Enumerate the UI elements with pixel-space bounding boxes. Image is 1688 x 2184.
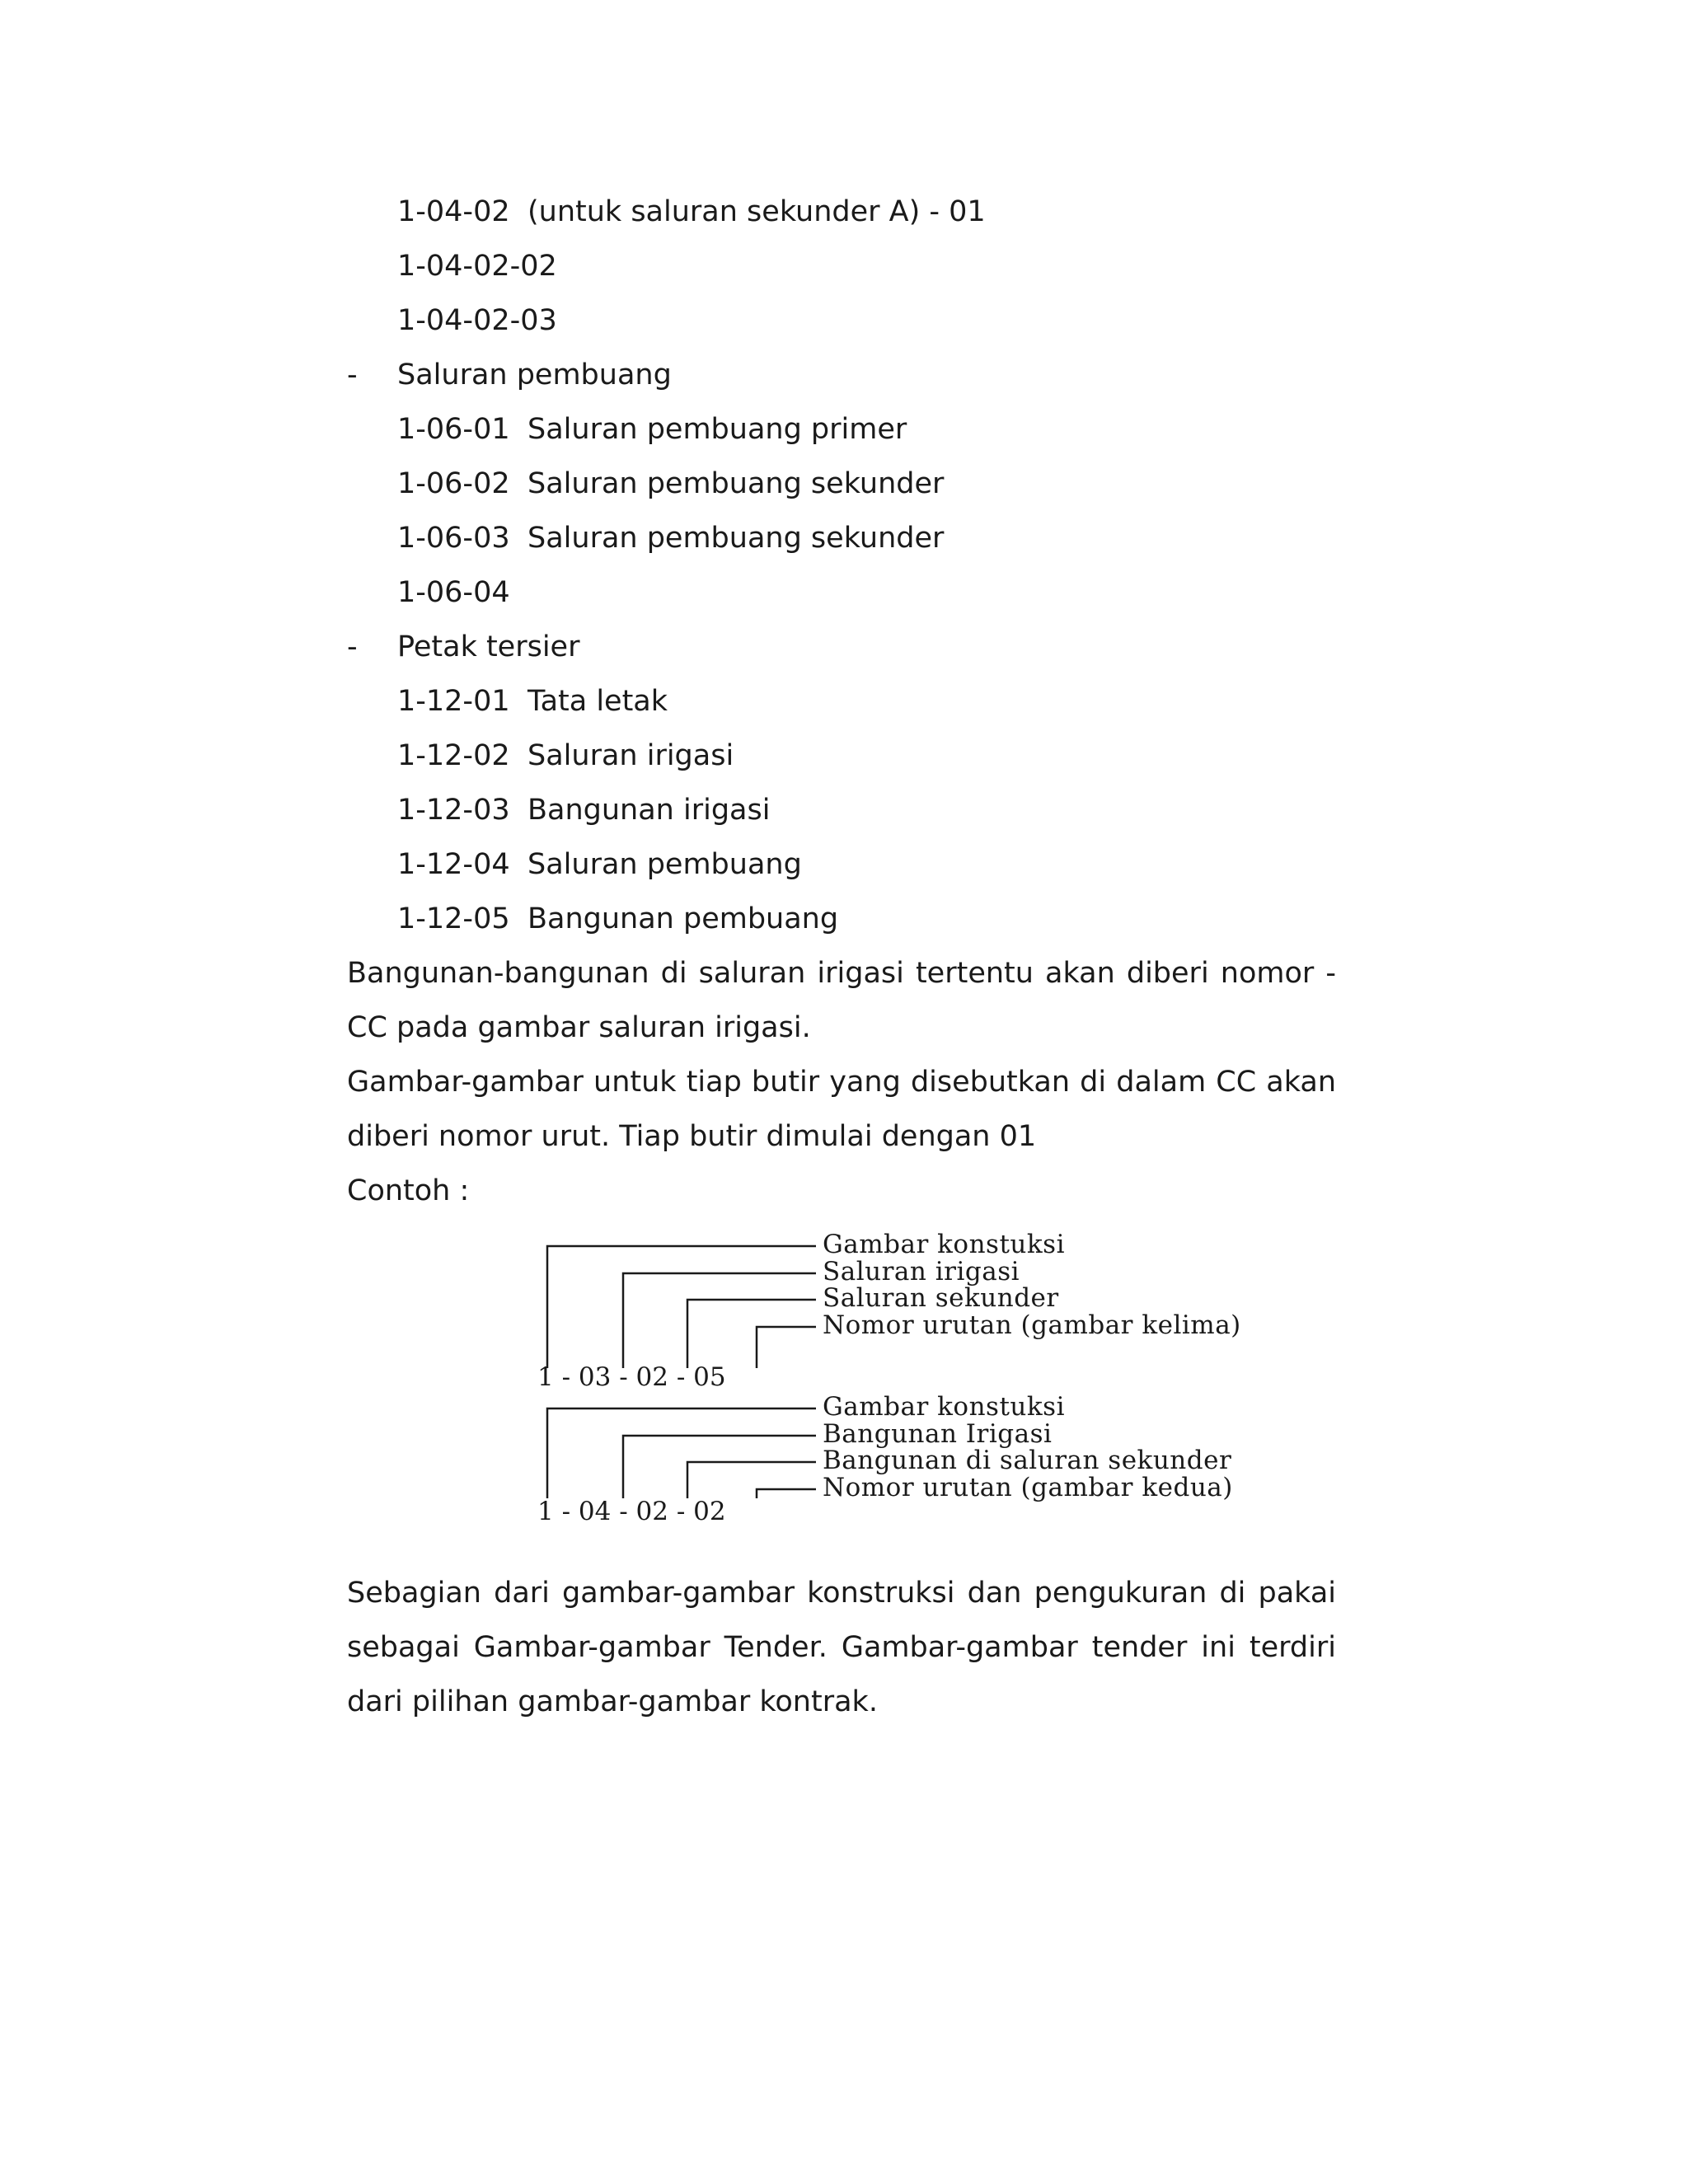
list-desc: Saluran pembuang sekunder xyxy=(528,467,945,500)
list-desc: Saluran irigasi xyxy=(528,739,734,772)
list-code: 1-06-04 xyxy=(397,576,510,609)
diagram1-label-4: Nomor urutan (gambar kelima) xyxy=(823,1310,1241,1340)
list-code: 1-12-01 xyxy=(397,685,510,718)
list-desc: Tata letak xyxy=(528,685,668,718)
diagram1-label-2: Saluran irigasi xyxy=(823,1257,1020,1286)
bullet-dash: - xyxy=(347,359,358,391)
diagram1-code: 1 - 03 - 02 - 05 xyxy=(537,1362,726,1392)
list-code: 1-12-02 xyxy=(397,739,510,772)
list-desc: Saluran pembuang xyxy=(528,848,802,881)
diagram2-code: 1 - 04 - 02 - 02 xyxy=(537,1497,726,1526)
list-code: 1-06-01 xyxy=(397,413,510,446)
list-code: 1-06-03 xyxy=(397,522,510,555)
diagram2-label-2: Bangunan Irigasi xyxy=(823,1419,1053,1449)
list-desc: Saluran pembuang primer xyxy=(528,413,907,446)
list-desc: Saluran pembuang sekunder xyxy=(528,522,945,555)
section-title-petak-tersier: Petak tersier xyxy=(397,630,580,663)
paragraph-gambar: Gambar-gambar untuk tiap butir yang disebutkan di dalam CC akan diberi nomor urut. Tiap butir dimulai dengan 01 xyxy=(347,1066,1336,1153)
diagram2-label-1: Gambar konstuksi xyxy=(823,1392,1065,1422)
section-title-saluran-pembuang: Saluran pembuang xyxy=(397,359,672,391)
bullet-dash: - xyxy=(347,630,358,663)
paragraph-bangunan: Bangunan-bangunan di saluran irigasi tertentu akan diberi nomor - CC pada gambar saluran irigasi. xyxy=(347,957,1336,1044)
diagram2-label-4: Nomor urutan (gambar kedua) xyxy=(823,1473,1233,1502)
list-code: 1-12-03 xyxy=(397,794,510,827)
list-code: 1-12-04 xyxy=(397,848,510,881)
contoh-label: Contoh : xyxy=(347,1174,470,1207)
list-desc-1-04-02: (untuk saluran sekunder A) - 01 xyxy=(528,195,986,228)
list-code-1-04-02-02: 1-04-02-02 xyxy=(397,250,557,283)
paragraph-tender: Sebagian dari gambar-gambar konstruksi dan pengukuran di pakai sebagai Gambar-gambar Tender. Gambar-gambar tender ini terdiri dari pilihan gambar-gambar kontrak. xyxy=(347,1577,1336,1718)
list-desc: Bangunan pembuang xyxy=(528,902,839,935)
list-code-1-04-02-03: 1-04-02-03 xyxy=(397,304,557,337)
list-code-1-04-02: 1-04-02 xyxy=(397,195,510,228)
diagram1-label-3: Saluran sekunder xyxy=(823,1283,1059,1313)
list-code: 1-06-02 xyxy=(397,467,510,500)
diagram1-label-1: Gambar konstuksi xyxy=(823,1230,1065,1259)
list-desc: Bangunan irigasi xyxy=(528,794,771,827)
list-code: 1-12-05 xyxy=(397,902,510,935)
diagram2-label-3: Bangunan di saluran sekunder xyxy=(823,1446,1232,1475)
